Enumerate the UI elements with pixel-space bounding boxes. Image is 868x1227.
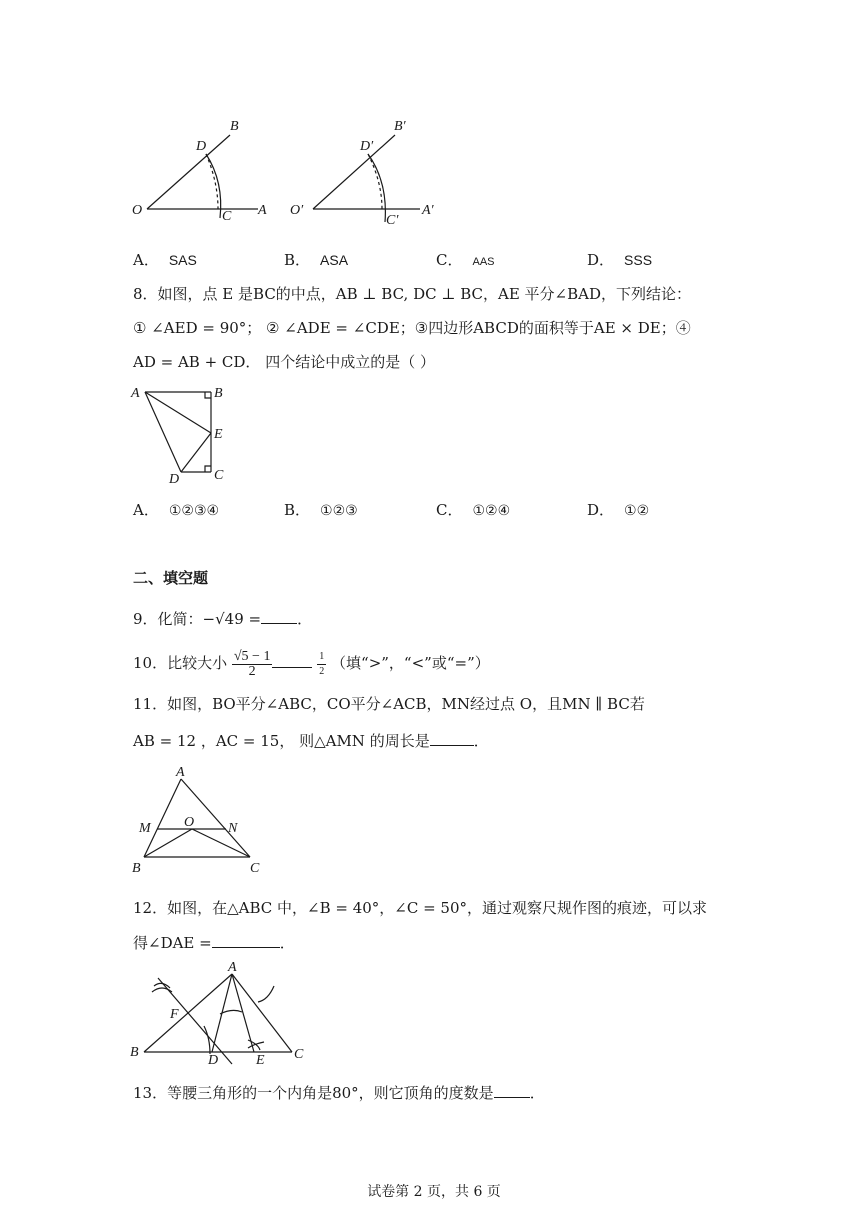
q8-line2: ① ∠AED = 90°； ② ∠ADE = ∠CDE；③四边形ABCD的面积等于AE × DE；④ [133, 319, 691, 337]
section-title-fill-blank: 二、填空题 [133, 569, 209, 587]
q8-option-d[interactable]: D． ①② [587, 501, 650, 519]
q12-blank[interactable] [212, 932, 280, 948]
page-footer: 试卷第 2 页，共 6 页 [367, 1184, 501, 1200]
q7-figure [120, 110, 460, 230]
q11-line1: 11．如图，BO平分∠ABC，CO平分∠ACB，MN经过点 O，且MN ∥ BC若 [133, 695, 645, 713]
q13-blank[interactable] [494, 1082, 530, 1098]
q12-line2: 得∠DAE = ． [133, 934, 295, 952]
q8-line3: AD = AB + CD． 四个结论中成立的是（ ） [133, 353, 435, 371]
q12-E: E [256, 1053, 265, 1068]
q11-A: A [176, 765, 185, 780]
q8-option-b[interactable]: B． ①②③ [284, 501, 358, 519]
q12-D: D [208, 1053, 219, 1068]
q8-B: B [214, 386, 223, 401]
q8-figure [125, 380, 235, 490]
q7-right-O: O′ [290, 203, 304, 218]
q11-figure [128, 762, 268, 880]
q7-left-B: B [230, 119, 239, 134]
q11-M: M [139, 821, 151, 836]
q7-option-d[interactable]: D． SSS [587, 251, 653, 269]
q11-C: C [250, 861, 260, 876]
q12-C: C [294, 1047, 304, 1062]
q7-option-b[interactable]: B． ASA [284, 251, 349, 269]
q11-B: B [132, 861, 141, 876]
q8-line1: 8．如图，点 E 是BC的中点，AB ⊥ BC, DC ⊥ BC，AE 平分∠BAD，下列结论： [133, 285, 692, 303]
q8-option-a[interactable]: A． ①②③④ [133, 501, 220, 519]
q7-right-B: B′ [394, 119, 406, 134]
q8-C: C [214, 468, 224, 483]
q7-left-O: O [132, 203, 143, 218]
q8-D: D [169, 472, 180, 487]
q7-option-a[interactable]: A． SAS [133, 251, 197, 269]
q10-blank[interactable] [272, 652, 312, 668]
q12-F: F [170, 1007, 179, 1022]
q7-right-C: C′ [386, 213, 399, 228]
q7-right-D: D′ [360, 139, 374, 154]
q12-B: B [130, 1045, 139, 1060]
q12-figure [128, 958, 318, 1068]
q9: 9．化简：−√49 = ． [133, 610, 313, 628]
q7-left-C: C [222, 209, 232, 224]
q8-A: A [131, 386, 140, 401]
q12-line1: 12．如图，在△ABC 中，∠B = 40°，∠C = 50°，通过观察尺规作图的痕迹，可以求 [133, 899, 708, 917]
q7-right-A: A′ [422, 203, 434, 218]
q11-blank[interactable] [430, 730, 474, 746]
q7-option-c[interactable]: C． AAS [436, 251, 495, 269]
q10-fraction-1: $\frac{√5 - 1}{2}$ [233, 648, 271, 679]
q7-left-D: D [196, 139, 207, 154]
q11-line2: AB = 12 ，AC = 15， 则△AMN 的周长是 ． [133, 732, 489, 750]
q12-A: A [228, 960, 237, 975]
q10: 10．比较大小 $\frac{√5 - 1}{2}$ $\frac{1}{2}$ （填“>”，“<”或“=”） [133, 648, 490, 679]
q9-blank[interactable] [261, 608, 297, 624]
q11-N: N [228, 821, 238, 836]
q8-E: E [214, 427, 223, 442]
q13: 13．等腰三角形的一个内角是80°，则它顶角的度数是 ． [133, 1084, 545, 1102]
q11-O: O [184, 815, 195, 830]
q7-left-A: A [258, 203, 267, 218]
q8-option-c[interactable]: C． ①②④ [436, 501, 511, 519]
q10-fraction-2: $\frac{1}{2}$ [319, 650, 325, 677]
